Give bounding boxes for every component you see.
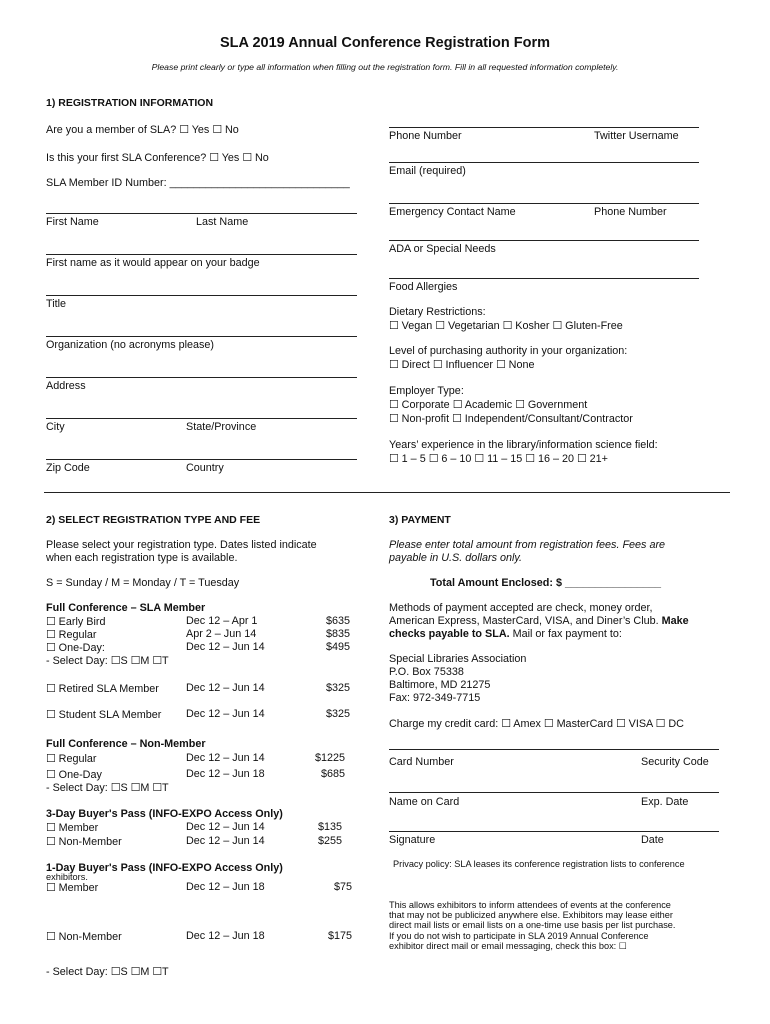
city-line[interactable] <box>46 418 357 419</box>
b3-non-fee: $255 <box>318 835 343 847</box>
sla-member-heading: Full Conference – SLA Member <box>46 602 206 614</box>
emergency-contact-label: Emergency Contact Name <box>389 206 516 218</box>
non-member-heading: Full Conference – Non-Member <box>46 738 206 750</box>
allergies-label: Food Allergies <box>389 281 458 293</box>
regular-option[interactable]: ☐ Regular <box>46 629 97 641</box>
address-line-1: Special Libraries Association <box>389 653 527 665</box>
email-line[interactable] <box>389 162 699 163</box>
oneday-date: Dec 12 – Jun 14 <box>186 641 265 653</box>
address-line-3: Baltimore, MD 21275 <box>389 679 491 691</box>
email-label: Email (required) <box>389 165 466 177</box>
authority-label: Level of purchasing authority in your organization: <box>389 345 628 357</box>
nm-regular-date: Dec 12 – Jun 14 <box>186 752 265 764</box>
methods-line-1: Methods of payment accepted are check, money order, <box>389 602 653 614</box>
section2-intro-2: when each registration type is available. <box>46 552 238 564</box>
address-label: Address <box>46 380 86 392</box>
address-line[interactable] <box>46 377 357 378</box>
early-bird-fee: $635 <box>326 615 351 627</box>
nm-oneday-date: Dec 12 – Jun 18 <box>186 768 265 780</box>
b3-non-date: Dec 12 – Jun 14 <box>186 835 265 847</box>
early-bird-option[interactable]: ☐ Early Bird <box>46 616 106 628</box>
section2-intro-1: Please select your registration type. Dates listed indicate <box>46 539 317 551</box>
buyer3-heading: 3-Day Buyer's Pass (INFO-EXPO Access Only) <box>46 808 283 820</box>
opt-out-checkbox[interactable]: exhibitor direct mail or email messaging, check this box: ☐ <box>389 941 628 951</box>
allergies-line[interactable] <box>389 278 699 279</box>
payable-to: checks payable to SLA. <box>389 628 510 640</box>
b1-select-day[interactable]: - Select Day: ☐S ☐M ☐T <box>46 966 169 978</box>
authority-options[interactable]: ☐ Direct ☐ Influencer ☐ None <box>389 359 535 371</box>
b1-non-date: Dec 12 – Jun 18 <box>186 930 265 942</box>
days-key: S = Sunday / M = Monday / T = Tuesday <box>46 577 240 589</box>
phone-label: Phone Number <box>389 130 462 142</box>
payment-intro-2: payable in U.S. dollars only. <box>389 552 523 564</box>
years-options[interactable]: ☐ 1 – 5 ☐ 6 – 10 ☐ 11 – 15 ☐ 16 – 20 ☐ 21+ <box>389 453 608 465</box>
privacy-text-1: This allows exhibitors to inform attendees of events at the conference <box>389 900 671 910</box>
last-name-label: Last Name <box>196 216 249 228</box>
exp-date-label: Exp. Date <box>641 796 689 808</box>
employer-options-1[interactable]: ☐ Corporate ☐ Academic ☐ Government <box>389 399 588 411</box>
section1-heading: 1) REGISTRATION INFORMATION <box>46 97 214 109</box>
member-question[interactable]: Are you a member of SLA? ☐ Yes ☐ No <box>46 124 239 136</box>
charge-card-options[interactable]: Charge my credit card: ☐ Amex ☐ MasterCard ☐ VISA ☐ DC <box>389 718 684 730</box>
zip-line[interactable] <box>46 459 357 460</box>
privacy-policy: Privacy policy: SLA leases its conference registration lists to conference <box>393 859 685 869</box>
ada-line[interactable] <box>389 240 699 241</box>
employer-label: Employer Type: <box>389 385 464 397</box>
section-divider <box>44 492 730 493</box>
methods-bold: Make <box>661 615 689 627</box>
oneday-option[interactable]: ☐ One-Day: <box>46 642 105 654</box>
retired-fee: $325 <box>326 682 351 694</box>
oneday-fee: $495 <box>326 641 351 653</box>
city-label: City <box>46 421 65 433</box>
b3-member-date: Dec 12 – Jun 14 <box>186 821 265 833</box>
title-line[interactable] <box>46 295 357 296</box>
b1-member-date: Dec 12 – Jun 18 <box>186 881 265 893</box>
b1-non-fee: $175 <box>328 930 353 942</box>
regular-date: Apr 2 – Jun 14 <box>186 628 257 640</box>
b1-member-fee: $75 <box>334 881 353 893</box>
date-label: Date <box>641 834 664 846</box>
fax-line: Fax: 972-349-7715 <box>389 692 481 704</box>
ada-label: ADA or Special Needs <box>389 243 496 255</box>
privacy-text-3: direct mail lists or email lists on a one-time use basis per list purchase. <box>389 920 676 930</box>
section2-heading: 2) SELECT REGISTRATION TYPE AND FEE <box>46 514 261 526</box>
emergency-line[interactable] <box>389 203 699 204</box>
years-label: Years’ experience in the library/information science field: <box>389 439 658 451</box>
early-bird-date: Dec 12 – Apr 1 <box>186 615 258 627</box>
student-date: Dec 12 – Jun 14 <box>186 708 265 720</box>
total-amount-field[interactable]: Total Amount Enclosed: $ ________________ <box>430 577 662 589</box>
payment-intro-1: Please enter total amount from registration fees. Fees are <box>389 539 666 551</box>
page-title: SLA 2019 Annual Conference Registration Form <box>219 35 551 51</box>
b3-member-option[interactable]: ☐ Member <box>46 822 99 834</box>
nm-select-day[interactable]: - Select Day: ☐S ☐M ☐T <box>46 782 169 794</box>
card-number-label: Card Number <box>389 756 454 768</box>
country-label: Country <box>186 462 224 474</box>
organization-label: Organization (no acronyms please) <box>46 339 215 351</box>
student-fee: $325 <box>326 708 351 720</box>
privacy-text-2: that may not be publicized anywhere else. Exhibitors may lease either <box>389 910 673 920</box>
b3-non-option[interactable]: ☐ Non-Member <box>46 836 122 848</box>
oneday-select-day[interactable]: - Select Day: ☐S ☐M ☐T <box>46 655 169 667</box>
employer-options-2[interactable]: ☐ Non-profit ☐ Independent/Consultant/Contractor <box>389 413 633 425</box>
page-subtitle: Please print clearly or type all information when filling out the registration form. Fill in all requested information completely. <box>151 62 619 72</box>
retired-option[interactable]: ☐ Retired SLA Member <box>46 683 159 695</box>
b1-member-option[interactable]: ☐ Member <box>46 882 99 894</box>
section3-heading: 3) PAYMENT <box>389 514 451 526</box>
member-id-field[interactable]: SLA Member ID Number: ______________________________ <box>46 177 350 189</box>
nm-regular-fee: $1225 <box>315 752 346 764</box>
emergency-phone-label: Phone Number <box>594 206 667 218</box>
dietary-label: Dietary Restrictions: <box>389 306 486 318</box>
b1-non-option[interactable]: ☐ Non-Member <box>46 931 122 943</box>
first-conference-question[interactable]: Is this your first SLA Conference? ☐ Yes ☐ No <box>46 152 269 164</box>
b3-member-fee: $135 <box>318 821 343 833</box>
exhibitors-fragment: exhibitors. <box>46 872 88 882</box>
phone-line[interactable] <box>389 127 699 128</box>
title-label: Title <box>46 298 66 310</box>
zip-label: Zip Code <box>46 462 90 474</box>
nm-regular-option[interactable]: ☐ Regular <box>46 753 97 765</box>
name-on-card-label: Name on Card <box>389 796 460 808</box>
mail-fax-text: Mail or fax payment to: <box>512 628 622 640</box>
methods-line-3 <box>389 628 622 640</box>
signature-line[interactable] <box>389 831 719 832</box>
card-number-line[interactable] <box>389 749 719 750</box>
state-label: State/Province <box>186 421 257 433</box>
twitter-label: Twitter Username <box>594 130 679 142</box>
methods-text: American Express, MasterCard, VISA, and Diner’s Club. <box>389 615 659 627</box>
address-line-2: P.O. Box 75338 <box>389 666 464 678</box>
privacy-text-4: If you do not wish to participate in SLA 2019 Annual Conference <box>389 931 649 941</box>
first-name-label: First Name <box>46 216 99 228</box>
methods-line-2 <box>389 615 689 627</box>
dietary-options[interactable]: ☐ Vegan ☐ Vegetarian ☐ Kosher ☐ Gluten-Free <box>389 320 623 332</box>
student-option[interactable]: ☐ Student SLA Member <box>46 709 162 721</box>
badge-line[interactable] <box>46 254 357 255</box>
nm-oneday-option[interactable]: ☐ One-Day <box>46 769 102 781</box>
buyer1-heading: 1-Day Buyer's Pass (INFO-EXPO Access Only) <box>46 862 283 874</box>
badge-name-label: First name as it would appear on your badge <box>46 257 260 269</box>
retired-date: Dec 12 – Jun 14 <box>186 682 265 694</box>
signature-label: Signature <box>389 834 436 846</box>
organization-line[interactable] <box>46 336 357 337</box>
name-on-card-line[interactable] <box>389 792 719 793</box>
nm-oneday-fee: $685 <box>321 768 346 780</box>
security-code-label: Security Code <box>641 756 709 768</box>
regular-fee: $835 <box>326 628 351 640</box>
name-line[interactable] <box>46 213 357 214</box>
